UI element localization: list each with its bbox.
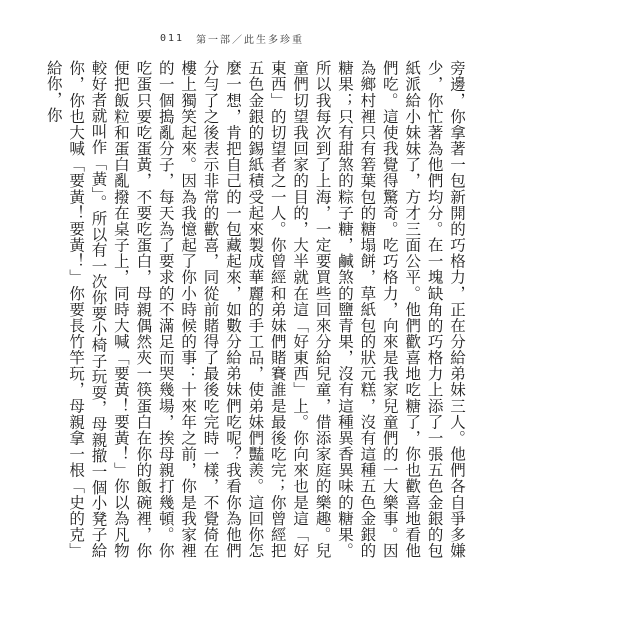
running-header: [160, 30, 480, 46]
paragraph: 旁邊，你拿著一包新開的巧格力，正在分給弟妹三人。他們各自爭多嫌少，你忙著為他們均分。在一塊缺角的巧格力上添了一張五色金銀的包紙派給小妹妹了，方才三面公平。他們歡喜地吃糖了，你也歡喜地看他們吃。這使我覺得驚奇。吃巧格力，向來是我家兒童們的一大樂事。因為鄉村裡只有箬葉包的糖塌餅，草紙包的狀元糕，沒有這種五色金銀的糖果；只有甜煞的粽子糖，鹹煞的鹽青果，沒有這種異香異味的糖果。所以我每次到了上海，一定要買些回來分給兒童，借添家庭的樂趣。兒童們切望我回家的目的，大半就在這「好東西」上。你向來也是這「好東西」的切望者之一人。你曾經和弟妹們賭賽誰是最後吃完；你曾經把五色金銀的錫紙積受起來製成華麗的手工品，使弟妹們豔羨。這回你怎麼一想，肯把自己的一包藏起來，如數分給弟妹們吃呢？我看你為他們分勻了之後表示非常的歡喜，同從前賭得了最後吃完時一樣，不覺倚在樓上獨笑起來。因為我憶起了你小時候的事：十來年之前，你是我家裡的一個搗亂分子，每天為了要求的不滿足而哭幾場，挨母親打幾頓。你吃蛋只要吃蛋黃，不要吃蛋白，母親偶然夾一筷蛋白在你的飯碗裡，你便把飯粒和蛋白亂撥在桌子上，同時大喊「要黃！要黃！」你以為凡物較好者就叫作「黃」。所以有一次你要小椅子玩耍，母親撤一個小凳子給你，你也大喊「要黃！要黃！」你要長竹竿玩，母親拿一根「史的克」給你，你: [44, 60, 466, 558]
vertical-body-text: [44, 60, 468, 558]
page-number: 011: [160, 32, 185, 44]
running-header-title: 第一部／此生多珍重: [196, 34, 305, 46]
